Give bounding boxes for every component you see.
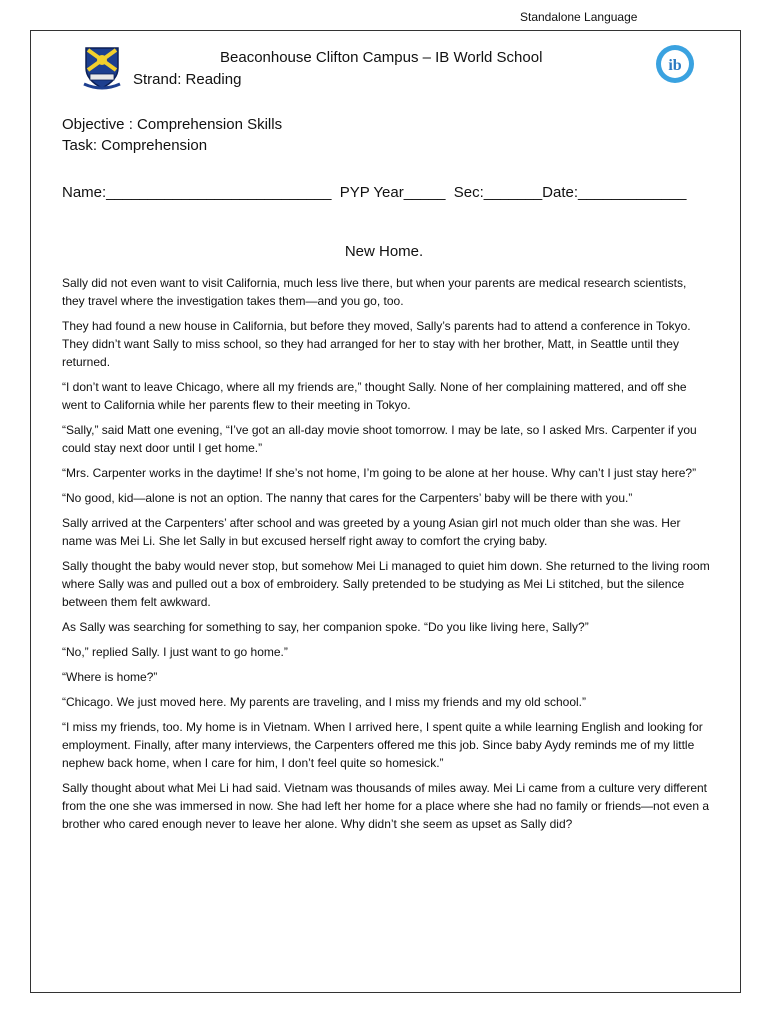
school-crest-icon xyxy=(82,44,122,92)
story-paragraph: “Chicago. We just moved here. My parents are traveling, and I miss my friends and my old school.” xyxy=(62,695,586,709)
objective-label: Objective : Comprehension Skills xyxy=(62,116,283,133)
story-paragraph: “Mrs. Carpenter works in the daytime! If she’s not home, I’m going to be alone at her house. Why can’t I just stay here?” xyxy=(62,466,697,480)
story-paragraph: “Where is home?” xyxy=(62,670,158,684)
story-paragraph: As Sally was searching for something to say, her companion spoke. “Do you like living here, Sally?” xyxy=(62,620,589,634)
story-title: New Home. xyxy=(344,243,424,260)
ib-logo-icon xyxy=(655,44,695,84)
story-body xyxy=(62,274,710,840)
story-paragraph: They had found a new house in California, but before they moved, Sally’s parents had to attend a conference in Tokyo. They didn’t want Sally to miss school, so they had arranged for her to stay with her brother, Matt, in Seattle until they returned. xyxy=(62,319,691,369)
story-paragraph: Sally did not even want to visit California, much less live there, but when your parents are medical research scientists, they travel where the investigation takes them—and you go, too. xyxy=(62,276,687,308)
story-paragraph: “No,” replied Sally. I just want to go home.” xyxy=(62,645,288,659)
story-paragraph: “I don’t want to leave Chicago, where all my friends are,” thought Sally. None of her complaining mattered, and off she went to California while her parents flew to their meeting in Tokyo. xyxy=(62,380,687,412)
task-label: Task: Comprehension xyxy=(62,137,208,154)
story-paragraph: “Sally,” said Matt one evening, “I’ve got an all-day movie shoot tomorrow. I may be late, so I asked Mrs. Carpenter if you could stay next door until I get home.” xyxy=(62,423,697,455)
document-category: Standalone Language xyxy=(520,10,638,24)
story-paragraph: Sally arrived at the Carpenters’ after school and was greeted by a young Asian girl not much older than she was. Her name was Mei Li. She let Sally in but excused herself right away to comfort the crying baby. xyxy=(62,516,681,548)
strand-label: Strand: Reading xyxy=(133,71,242,88)
student-info-line: Name:___________________________ PYP Year_____ Sec:_______Date:_____________ xyxy=(62,184,687,201)
school-name: Beaconhouse Clifton Campus – IB World School xyxy=(220,49,543,66)
svg-text:ib: ib xyxy=(668,57,682,74)
story-paragraph: Sally thought about what Mei Li had said. Vietnam was thousands of miles away. Mei Li came from a culture very different from the one she was immersed in now. She had left her home for a place where she had no family or friends—not even a brother who cared enough never to leave her alone. Why didn’t she seem as upset as Sally did? xyxy=(62,781,710,831)
story-paragraph: “I miss my friends, too. My home is in Vietnam. When I arrived here, I spent quite a while learning English and looking for employment. Finally, after many interviews, the Carpenters offered me this job. Since baby Aydy reminds me of my little nephew back home, when I care for him, I don’t feel quite so homesick.” xyxy=(62,720,703,770)
story-paragraph: “No good, kid—alone is not an option. The nanny that cares for the Carpenters’ baby will be there with you.” xyxy=(62,491,633,505)
story-paragraph: Sally thought the baby would never stop, but somehow Mei Li managed to quiet him down. She returned to the living room where Sally was and pulled out a box of embroidery. Sally pretended to be studying as Mei Li stitched, but the silence between them felt awkward. xyxy=(62,559,710,609)
